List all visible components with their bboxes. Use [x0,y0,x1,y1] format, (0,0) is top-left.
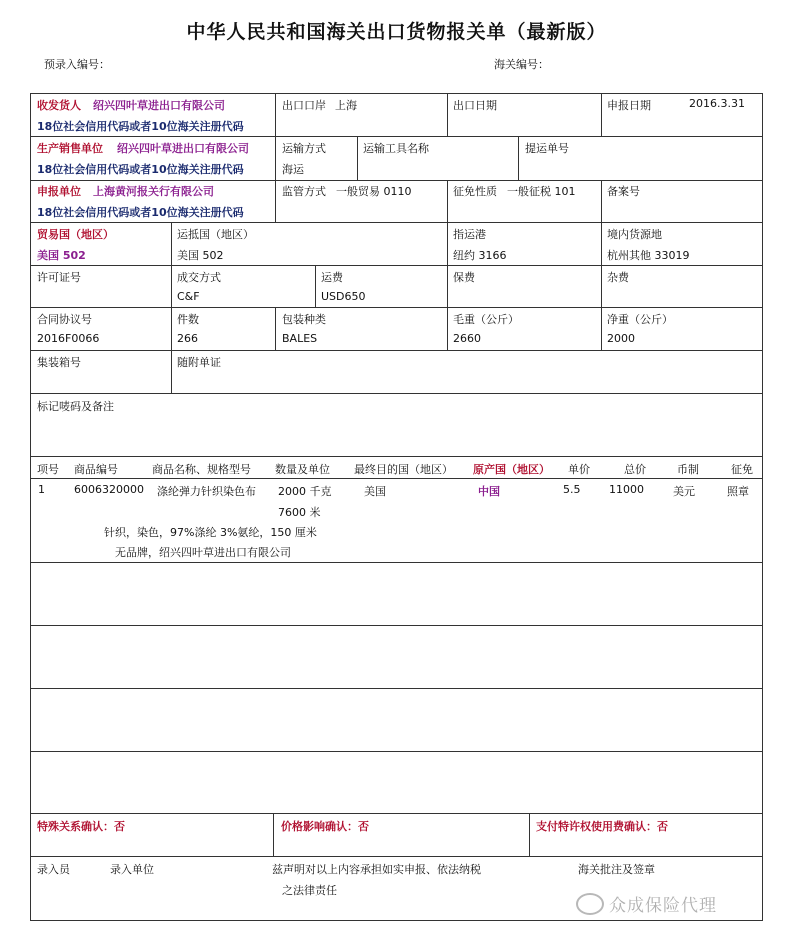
row-divider [30,265,763,266]
package-label: 包装种类 [282,313,326,326]
goods-header-origin: 原产国（地区） [473,463,550,476]
row-divider [30,856,763,857]
port-value: 上海 [335,99,357,112]
goods-header-quantity: 数量及单位 [275,463,330,476]
price-impact-confirm: 价格影响确认：否 [281,820,369,833]
transport-mode-label: 运输方式 [282,142,326,155]
goods-header-code: 商品编号 [74,463,118,476]
contract-label: 合同协议号 [37,313,92,326]
declarant-label: 申报单位 [37,185,81,198]
goods-item-code: 6006320000 [74,483,144,496]
row-divider [30,751,763,752]
producer-value: 绍兴四叶草进出口有限公司 [117,142,249,155]
misc-fee-label: 杂费 [607,271,629,284]
source-place-label: 境内货源地 [607,228,662,241]
pieces-label: 件数 [177,313,199,326]
col-divider [171,222,172,393]
trade-country-value: 美国 502 [37,249,86,262]
freight-label: 运费 [321,271,343,284]
row-divider [30,688,763,689]
row-divider [30,562,763,563]
transport-mode-value: 海运 [282,163,304,176]
deal-mode-value: C&F [177,290,200,303]
declarant-value: 上海黄河报关行有限公司 [93,185,214,198]
license-label: 许可证号 [37,271,81,284]
row-divider [30,180,763,181]
goods-item-total: 11000 [609,483,644,496]
col-divider [601,180,602,222]
col-divider [518,136,519,180]
gross-weight-label: 毛重（公斤） [453,313,519,326]
export-date-label: 出口日期 [453,99,497,112]
goods-item-levy: 照章 [727,485,749,498]
freight-value: USD650 [321,290,366,303]
form-title: 中华人民共和国海关出口货物报关单（最新版） [186,21,607,43]
documents-label: 随附单证 [177,356,221,369]
row-divider [30,456,763,457]
producer-code-note: 18位社会信用代码或者10位海关注册代码 [37,163,244,176]
row-divider [30,478,763,479]
col-divider [601,93,602,136]
levy-nature-value: 一般征税 101 [507,185,576,198]
record-no-label: 备案号 [607,185,640,198]
gross-weight-value: 2660 [453,332,481,345]
entry-clerk-label: 录入员 [37,863,70,876]
goods-header-currency: 币制 [677,463,699,476]
col-divider [357,136,358,180]
supervision-value: 一般贸易 0110 [336,185,412,198]
deal-mode-label: 成交方式 [177,271,221,284]
dest-port-label: 指运港 [453,228,486,241]
goods-header-item-no: 项号 [37,463,59,476]
customs-approval-label: 海关批注及签章 [578,863,655,876]
dest-country-value: 美国 502 [177,249,224,262]
customs-no-label: 海关编号： [494,58,549,71]
goods-item-no: 1 [38,483,45,496]
row-divider [30,222,763,223]
insurance-label: 保费 [453,271,475,284]
port-label: 出口口岸 [282,99,326,112]
bill-of-lading-label: 提运单号 [525,142,569,155]
watermark: 众成保险代理 [609,896,717,916]
producer-label: 生产销售单位 [37,142,103,155]
entry-unit-label: 录入单位 [110,863,154,876]
net-weight-value: 2000 [607,332,635,345]
supervision-label: 监管方式 [282,185,326,198]
dest-country-label: 运抵国（地区） [177,228,254,241]
dest-port-value: 纽约 3166 [453,249,507,262]
row-divider [30,136,763,137]
declare-date-label: 申报日期 [607,99,651,112]
row-divider [30,350,763,351]
goods-item-origin: 中国 [478,485,500,498]
goods-item-spec: 针织，染色，97%涤纶 3%氨纶，150 厘米 [104,526,317,539]
consignor-value: 绍兴四叶草进出口有限公司 [93,99,225,112]
declarant-code-note: 18位社会信用代码或者10位海关注册代码 [37,206,244,219]
package-value: BALES [282,332,318,345]
levy-nature-label: 征免性质 [453,185,497,198]
goods-item-brand: 无品牌，绍兴四叶草进出口有限公司 [115,546,291,559]
wechat-icon [576,893,604,915]
consignor-code-note: 18位社会信用代码或者10位海关注册代码 [37,120,244,133]
declaration-statement-cont: 之法律责任 [282,884,337,897]
goods-header-dest-country: 最终目的国（地区） [354,463,453,476]
col-divider [529,813,530,856]
col-divider [315,265,316,307]
vehicle-label: 运输工具名称 [363,142,429,155]
col-divider [275,93,276,222]
source-place-value: 杭州其他 33019 [607,249,690,262]
goods-item-dest: 美国 [364,485,386,498]
col-divider [447,180,448,222]
net-weight-label: 净重（公斤） [607,313,673,326]
goods-header-total: 总价 [624,463,646,476]
col-divider [447,222,448,350]
goods-item-qty-m: 7600 米 [278,506,321,519]
row-divider [30,625,763,626]
goods-header-levy: 征免 [731,463,753,476]
goods-item-name: 涤纶弹力针织染色布 [157,485,256,498]
row-divider [30,393,763,394]
special-relation-confirm: 特殊关系确认：否 [37,820,125,833]
trade-country-label: 贸易国（地区） [37,228,114,241]
declare-date-value: 2016.3.31 [689,97,745,110]
col-divider [273,813,274,856]
goods-header-name: 商品名称、规格型号 [152,463,251,476]
goods-item-qty-kg: 2000 千克 [278,485,332,498]
container-label: 集装箱号 [37,356,81,369]
pieces-value: 266 [177,332,198,345]
row-divider [30,307,763,308]
pre-entry-no-label: 预录入编号： [44,58,110,71]
col-divider [601,222,602,350]
goods-header-unit-price: 单价 [568,463,590,476]
consignor-label: 收发货人 [37,99,81,112]
contract-value: 2016F0066 [37,332,100,345]
marks-label: 标记唛码及备注 [37,400,114,413]
col-divider [447,93,448,136]
royalty-confirm: 支付特许权使用费确认：否 [536,820,668,833]
col-divider [275,307,276,350]
goods-item-unit-price: 5.5 [563,483,581,496]
declaration-statement: 兹声明对以上内容承担如实申报、依法纳税 [272,863,481,876]
row-divider [30,813,763,814]
goods-item-currency: 美元 [673,485,695,498]
